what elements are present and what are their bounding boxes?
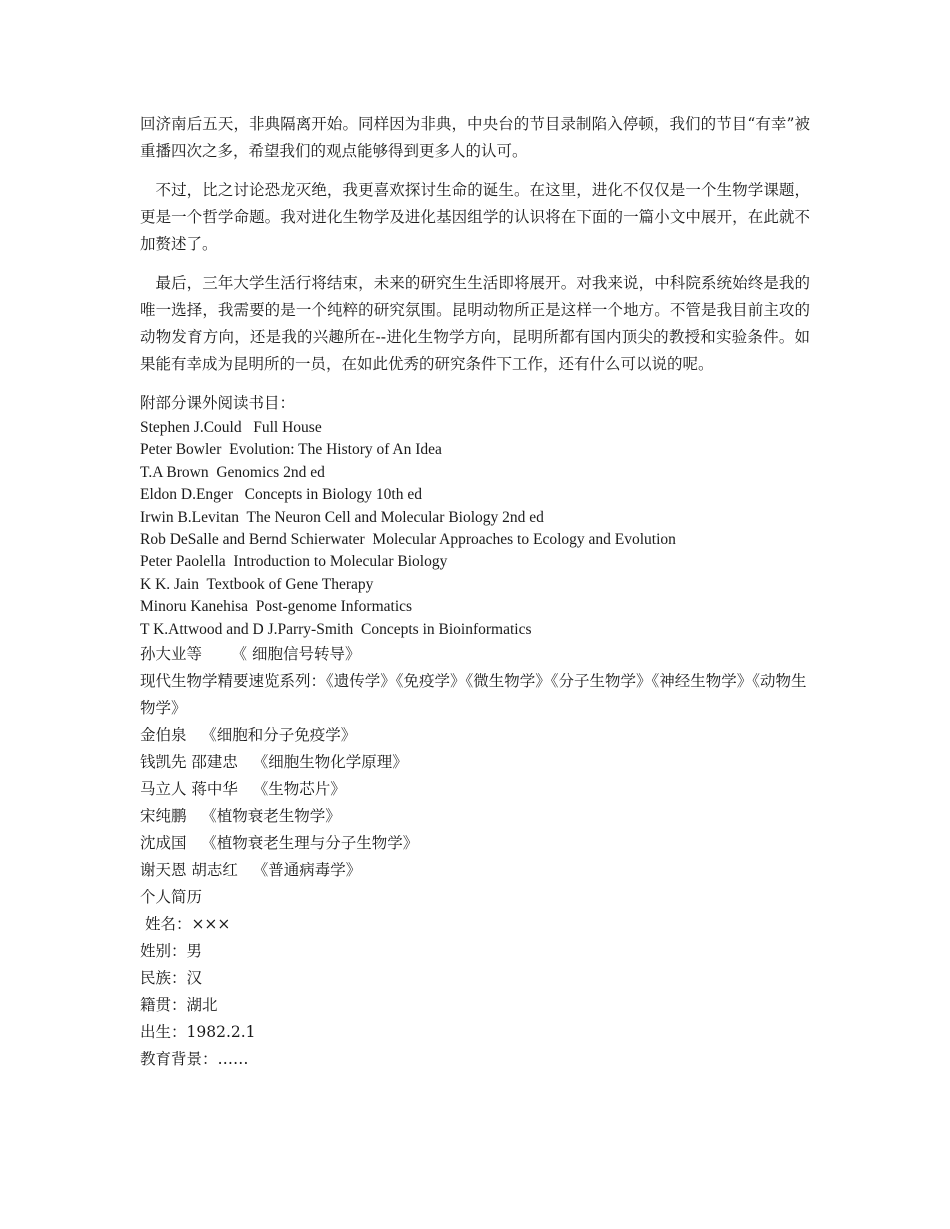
resume-hometown: 籍贯：湖北 <box>140 996 218 1015</box>
book-entry: 孙大业等 《 细胞信号转导》 <box>140 645 361 664</box>
book-entry: 宋纯鹏 《植物衰老生物学》 <box>140 807 341 826</box>
book-entry: Eldon D.Enger Concepts in Biology 10th ed <box>140 486 422 504</box>
paragraph-2: 不过，比之讨论恐龙灭绝，我更喜欢探讨生命的诞生。在这里，进化不仅仅是一个生物学课题，更是一个哲学命题。我对进化生物学及进化基因组学的认识将在下面的一篇小文中展开，在此就不加赘述了。 <box>140 181 810 253</box>
book-entry: Irwin B.Levitan The Neuron Cell and Molecular Biology 2nd ed <box>140 508 544 526</box>
book-entry: 金伯泉 《细胞和分子免疫学》 <box>140 726 357 745</box>
paragraph-3: 最后，三年大学生活行将结束，未来的研究生生活即将展开。对我来说，中科院系统始终是我的唯一选择，我需要的是一个纯粹的研究氛围。昆明动物所正是这样一个地方。不管是我目前主攻的动物发育方向，还是我的兴趣所在--进化生物学方向，昆明所都有国内顶尖的教授和实验条件。如果能有幸成为昆明所的一员，在如此优秀的研究条件下工作，还有什么可以说的呢。 <box>140 274 810 373</box>
book-entry: 钱凯先 邵建忠 《细胞生物化学原理》 <box>140 753 408 772</box>
resume-education: 教育背景：…… <box>140 1050 249 1069</box>
book-entry: Peter Paolella Introduction to Molecular Biology <box>140 553 448 571</box>
reading-list-heading: 附部分课外阅读书目： <box>140 394 296 412</box>
resume-section <box>140 884 810 1073</box>
book-entry: Minoru Kanehisa Post-genome Informatics <box>140 598 413 616</box>
book-entry: 马立人 蒋中华 《生物芯片》 <box>140 780 346 799</box>
reading-list <box>140 390 810 884</box>
book-entry: T.A Brown Genomics 2nd ed <box>140 463 325 481</box>
paragraph-1: 回济南后五天，非典隔离开始。同样因为非典，中央台的节目录制陷入停顿，我们的节目“有幸”被重播四次之多，希望我们的观点能够得到更多人的认可。 <box>140 115 810 160</box>
book-entry: 现代生物学精要速览系列：《遗传学》《免疫学》《微生物学》《分子生物学》《神经生物学》《动物生物学》 <box>140 672 807 718</box>
resume-gender: 姓别：男 <box>140 942 203 961</box>
document-page <box>140 111 810 1073</box>
book-entry: T K.Attwood and D J.Parry-Smith Concepts in Bioinformatics <box>140 620 532 638</box>
book-entry: K K. Jain Textbook of Gene Therapy <box>140 575 374 593</box>
book-entry: Rob DeSalle and Bernd Schierwater Molecular Approaches to Ecology and Evolution <box>140 531 676 549</box>
book-entry: Peter Bowler Evolution: The History of An Idea <box>140 441 442 459</box>
resume-heading: 个人简历 <box>140 888 203 907</box>
book-entry: 谢天恩 胡志红 《普通病毒学》 <box>140 861 362 880</box>
book-entry: Stephen J.Could Full House <box>140 419 322 436</box>
resume-birth: 出生：1982.2.1 <box>140 1023 256 1042</box>
resume-ethnicity: 民族：汉 <box>140 969 203 988</box>
book-entry: 沈成国 《植物衰老生理与分子生物学》 <box>140 834 419 853</box>
resume-name: 姓名：××× <box>140 915 231 934</box>
